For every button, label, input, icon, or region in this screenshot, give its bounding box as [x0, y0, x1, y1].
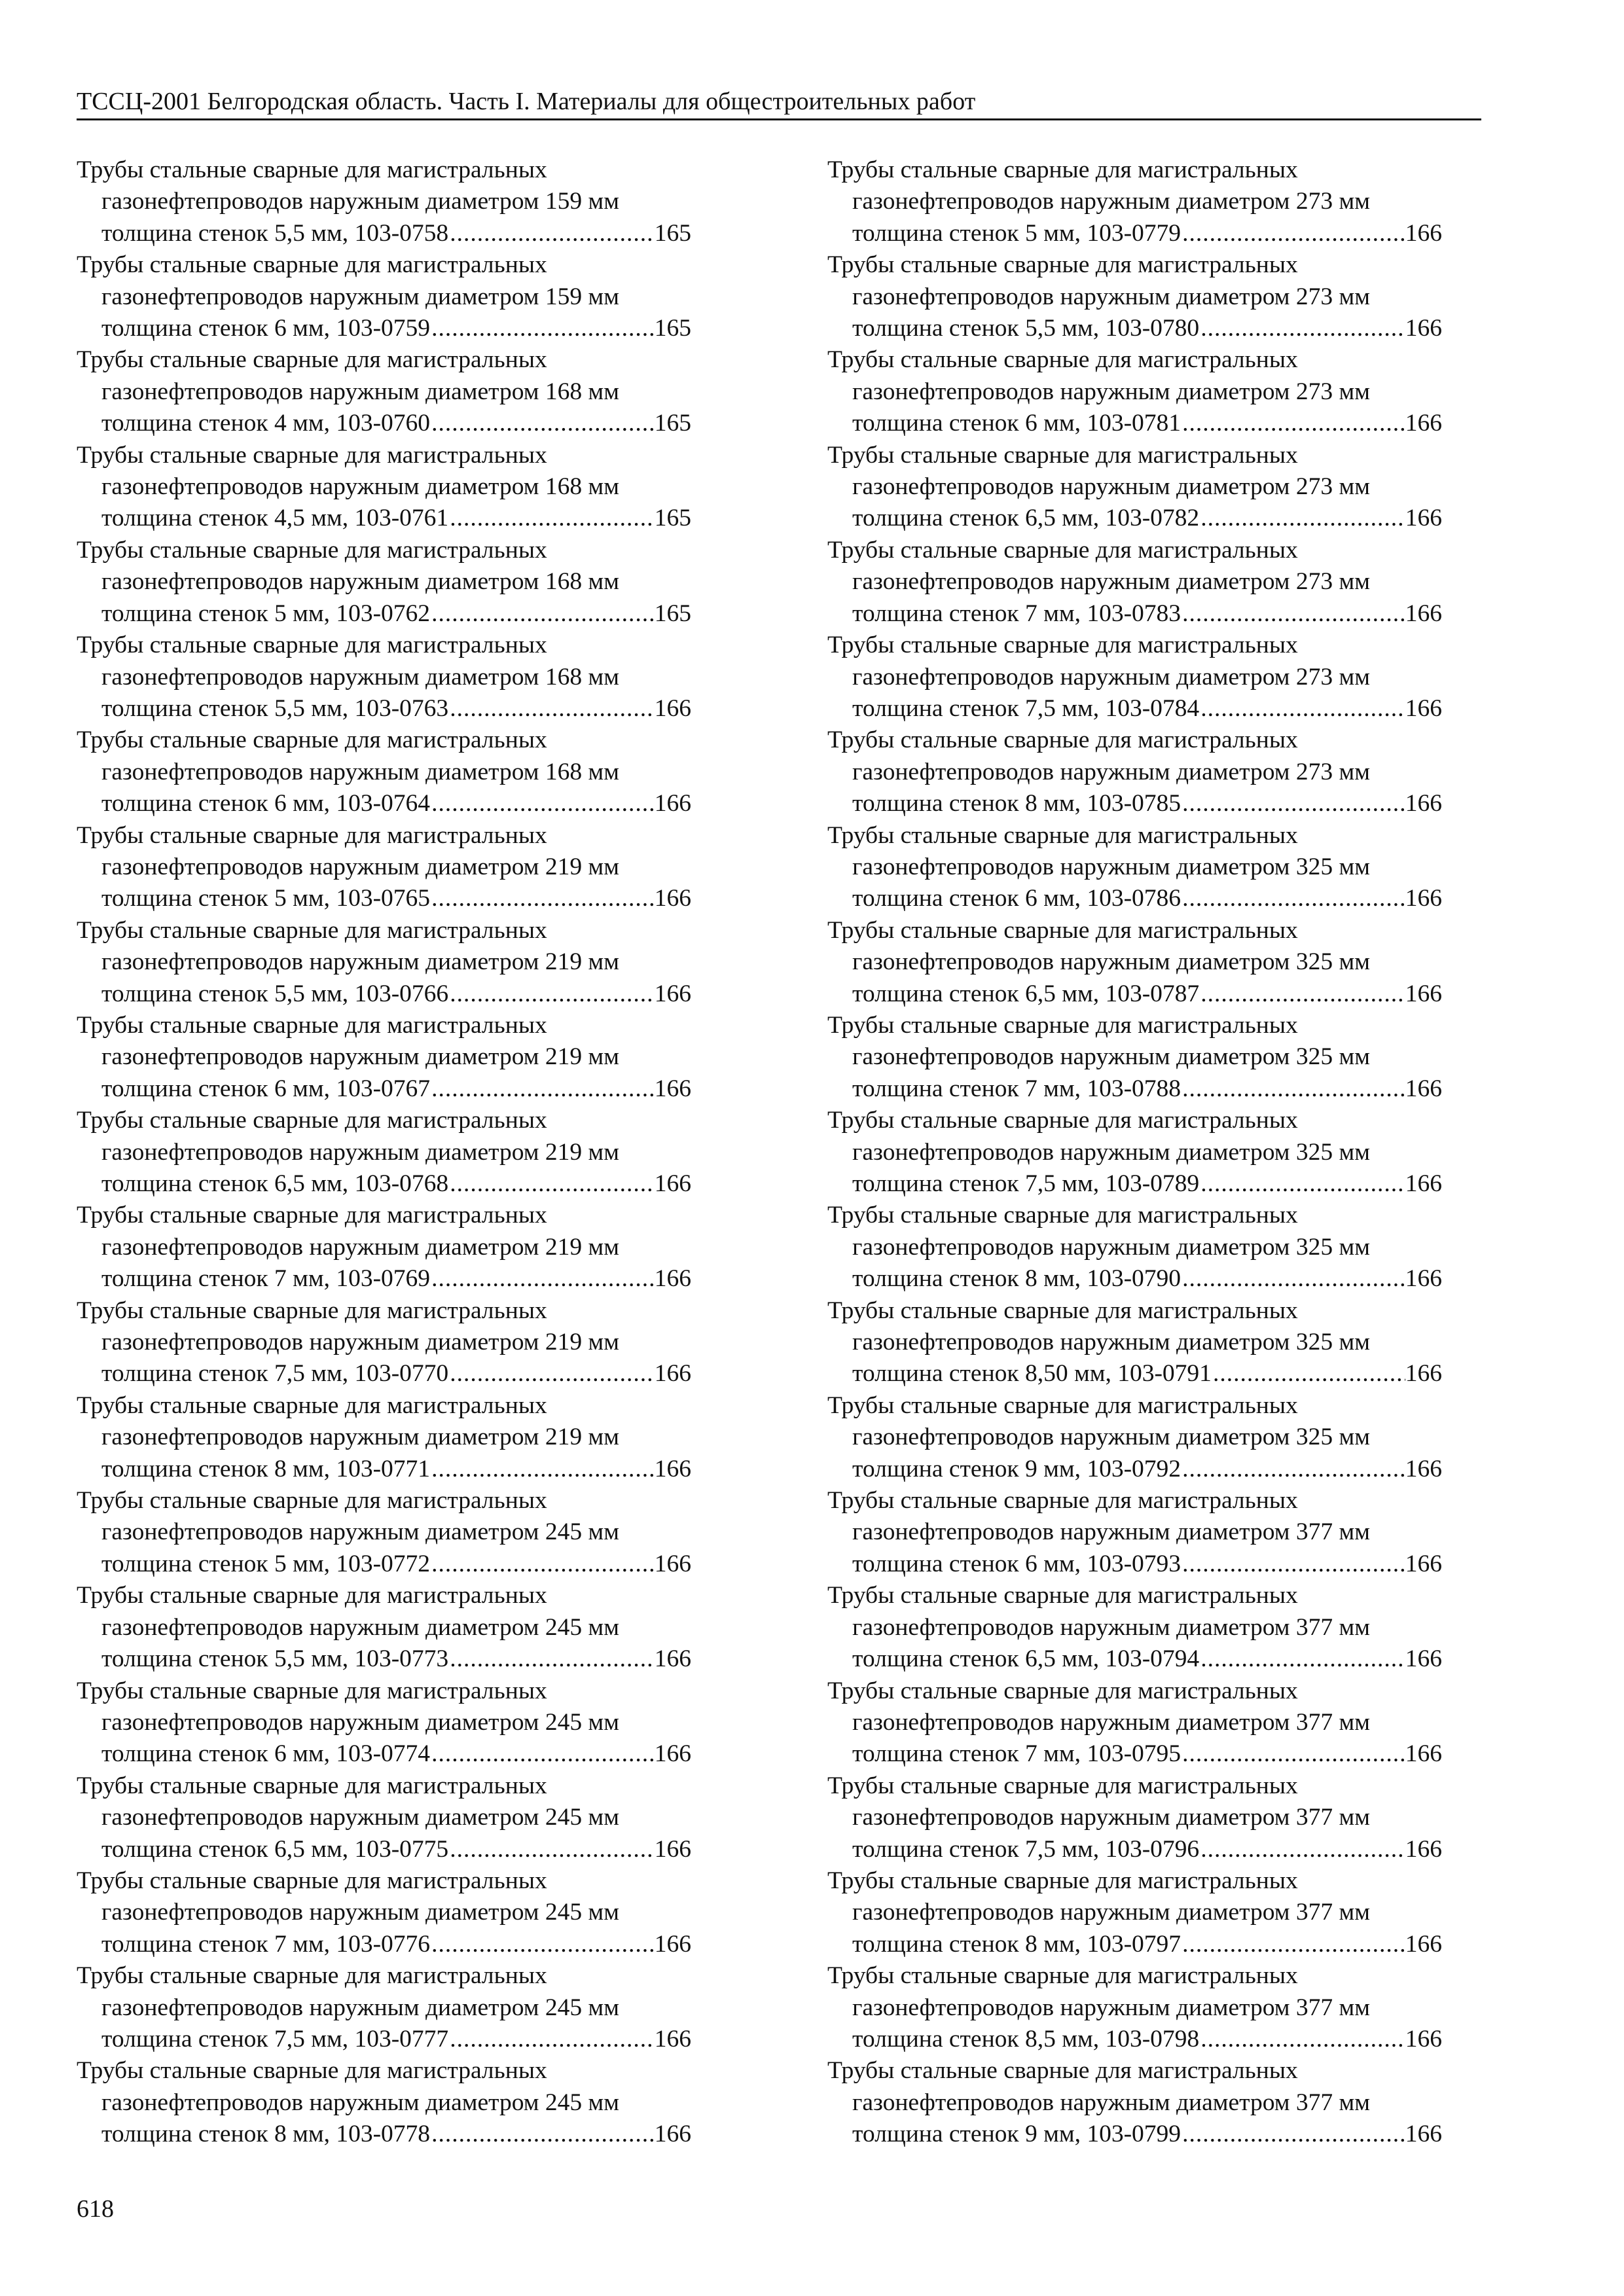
dot-leader: [430, 1738, 655, 1770]
toc-entry: [827, 915, 1442, 1010]
entry-diameter-line: газонефтепроводов наружным диаметром 377 мм: [852, 1613, 1370, 1641]
toc-entry: [827, 820, 1442, 915]
entry-thickness-code: толщина стенок 6,5 мм, 103-0782: [852, 505, 1200, 532]
entry-page-number: 166: [654, 1835, 691, 1863]
entry-diameter-line: газонефтепроводов наружным диаметром 245 мм: [101, 1518, 619, 1546]
dot-leader: [1181, 1073, 1405, 1105]
entry-code-line: [77, 1263, 691, 1295]
toc-entry: [77, 1676, 691, 1770]
entry-thickness-code: толщина стенок 6,5 мм, 103-0768: [101, 1170, 449, 1197]
entry-title-line: Трубы стальные сварные для магистральных: [77, 1582, 547, 1609]
entry-thickness-code: толщина стенок 6 мм, 103-0764: [101, 790, 431, 817]
entry-thickness-code: толщина стенок 9 мм, 103-0799: [852, 2121, 1182, 2148]
toc-entry: [77, 725, 691, 819]
entry-code-line: [77, 1643, 691, 1675]
entry-thickness-code: толщина стенок 7,5 мм, 103-0770: [101, 1360, 449, 1388]
entry-diameter-line: газонефтепроводов наружным диаметром 377 мм: [852, 1994, 1370, 2021]
entry-title-line: Трубы стальные сварные для магистральных: [77, 346, 547, 374]
entry-code-line: [77, 598, 691, 630]
entry-diameter-line: газонефтепроводов наружным диаметром 377 мм: [852, 1708, 1370, 1736]
entry-code-line: [827, 218, 1442, 249]
toc-entry: [77, 344, 691, 439]
entry-title-line: Трубы стальные сварные для магистральных: [77, 251, 547, 279]
entry-diameter-line: газонефтепроводов наружным диаметром 273 мм: [852, 568, 1370, 596]
dot-leader: [430, 883, 655, 914]
entry-page-number: 166: [654, 1360, 691, 1388]
entry-diameter-line: газонефтепроводов наружным диаметром 245 мм: [101, 1708, 619, 1736]
entry-diameter-line: газонефтепроводов наружным диаметром 219 мм: [101, 1424, 619, 1451]
dot-leader: [448, 218, 655, 249]
entry-title-line: Трубы стальные сварные для магистральных: [827, 346, 1298, 374]
entry-page-number: 166: [1405, 2025, 1442, 2053]
entry-thickness-code: толщина стенок 8,50 мм, 103-0791: [852, 1360, 1212, 1388]
entry-page-number: 166: [1405, 1930, 1442, 1958]
toc-column-left: [77, 154, 691, 2151]
dot-leader: [1181, 788, 1405, 819]
entry-page-number: 165: [654, 315, 691, 342]
entry-thickness-code: толщина стенок 5 мм, 103-0772: [101, 1550, 431, 1577]
dot-leader: [448, 1358, 655, 1390]
toc-entry: [827, 344, 1442, 439]
toc-entry: [77, 1390, 691, 1485]
entry-thickness-code: толщина стенок 5,5 мм, 103-0773: [101, 1645, 449, 1673]
toc-entry: [77, 249, 691, 344]
entry-title-line: Трубы стальные сварные для магистральных: [827, 726, 1298, 754]
entry-title-line: Трубы стальные сварные для магистральных: [77, 441, 547, 469]
entry-code-line: [827, 2119, 1442, 2150]
entry-thickness-code: толщина стенок 6,5 мм, 103-0794: [852, 1645, 1200, 1673]
entry-page-number: 166: [654, 1170, 691, 1197]
dot-leader: [448, 1168, 655, 1200]
entry-thickness-code: толщина стенок 4 мм, 103-0760: [101, 410, 431, 437]
dot-leader: [1181, 1454, 1405, 1485]
entry-diameter-line: газонефтепроводов наружным диаметром 325 мм: [852, 1043, 1370, 1071]
entry-thickness-code: толщина стенок 7,5 мм, 103-0784: [852, 694, 1200, 722]
entry-thickness-code: толщина стенок 7 мм, 103-0776: [101, 1930, 431, 1958]
entry-thickness-code: толщина стенок 5 мм, 103-0762: [101, 600, 431, 627]
toc-entry: [77, 1200, 691, 1295]
entry-diameter-line: газонефтепроводов наружным диаметром 325 мм: [852, 948, 1370, 976]
entry-diameter-line: газонефтепроводов наружным диаметром 168 мм: [101, 758, 619, 785]
entry-thickness-code: толщина стенок 5 мм, 103-0765: [101, 885, 431, 912]
toc-entry: [77, 1010, 691, 1105]
entry-thickness-code: толщина стенок 7,5 мм, 103-0777: [101, 2025, 449, 2053]
toc-entry: [77, 1865, 691, 1960]
entry-thickness-code: толщина стенок 5,5 мм, 103-0758: [101, 219, 449, 247]
entry-title-line: Трубы стальные сварные для магистральных: [827, 916, 1298, 944]
entry-page-number: 166: [1405, 1835, 1442, 1863]
entry-diameter-line: газонефтепроводов наружным диаметром 219 мм: [101, 1329, 619, 1356]
entry-code-line: [77, 978, 691, 1010]
toc-entry: [827, 630, 1442, 725]
toc-entry: [77, 154, 691, 249]
entry-page-number: 166: [1405, 1170, 1442, 1197]
toc-entry: [827, 440, 1442, 535]
entry-code-line: [77, 1929, 691, 1960]
entry-page-number: 166: [654, 694, 691, 722]
entry-diameter-line: газонефтепроводов наружным диаметром 273 мм: [852, 758, 1370, 785]
entry-title-line: Трубы стальные сварные для магистральных: [77, 156, 547, 183]
dot-leader: [1199, 2024, 1405, 2055]
toc-entry: [827, 1960, 1442, 2055]
entry-page-number: 166: [1405, 219, 1442, 247]
toc-entry: [827, 2055, 1442, 2150]
entry-code-line: [827, 1358, 1442, 1390]
dot-leader: [1181, 408, 1405, 439]
dot-leader: [430, 1454, 655, 1485]
entry-page-number: 166: [1405, 1075, 1442, 1102]
toc-entry: [827, 725, 1442, 819]
entry-thickness-code: толщина стенок 5,5 мм, 103-0780: [852, 315, 1200, 342]
entry-thickness-code: толщина стенок 7 мм, 103-0769: [101, 1265, 431, 1293]
toc-entry: [827, 1676, 1442, 1770]
entry-code-line: [827, 788, 1442, 819]
entry-page-number: 166: [654, 1740, 691, 1768]
entry-code-line: [827, 1643, 1442, 1675]
dot-leader: [430, 408, 655, 439]
dot-leader: [1199, 503, 1405, 534]
toc-entry: [827, 1200, 1442, 1295]
entry-page-number: 166: [654, 1930, 691, 1958]
toc-entry: [827, 1010, 1442, 1105]
entry-diameter-line: газонефтепроводов наружным диаметром 273 мм: [852, 663, 1370, 691]
entry-code-line: [77, 788, 691, 819]
entry-code-line: [827, 1549, 1442, 1580]
entry-diameter-line: газонефтепроводов наружным диаметром 159 мм: [101, 188, 619, 215]
entry-title-line: Трубы стальные сварные для магистральных: [77, 821, 547, 849]
entry-page-number: 166: [654, 2121, 691, 2148]
dot-leader: [448, 978, 655, 1010]
entry-diameter-line: газонефтепроводов наружным диаметром 325 мм: [852, 1138, 1370, 1166]
entry-thickness-code: толщина стенок 6,5 мм, 103-0775: [101, 1835, 449, 1863]
entry-title-line: Трубы стальные сварные для магистральных: [827, 632, 1298, 659]
dot-leader: [1212, 1358, 1405, 1390]
entry-diameter-line: газонефтепроводов наружным диаметром 325 мм: [852, 1424, 1370, 1451]
entry-code-line: [77, 218, 691, 249]
entry-title-line: Трубы стальные сварные для магистральных: [827, 156, 1298, 183]
entry-title-line: Трубы стальные сварные для магистральных: [77, 536, 547, 564]
entry-diameter-line: газонефтепроводов наружным диаметром 325 мм: [852, 1329, 1370, 1356]
entry-title-line: Трубы стальные сварные для магистральных: [77, 1867, 547, 1894]
entry-title-line: Трубы стальные сварные для магистральных: [827, 536, 1298, 564]
entry-code-line: [827, 408, 1442, 439]
entry-page-number: 166: [1405, 1740, 1442, 1768]
entry-diameter-line: газонефтепроводов наружным диаметром 377 мм: [852, 1899, 1370, 1926]
entry-diameter-line: газонефтепроводов наружным диаметром 219 мм: [101, 1043, 619, 1071]
entry-code-line: [827, 883, 1442, 914]
entry-thickness-code: толщина стенок 5,5 мм, 103-0763: [101, 694, 449, 722]
toc-entry: [77, 1770, 691, 1865]
dot-leader: [1181, 1738, 1405, 1770]
entry-page-number: 166: [654, 2025, 691, 2053]
entry-page-number: 166: [1405, 505, 1442, 532]
toc-column-right: [827, 154, 1442, 2151]
entry-page-number: 166: [654, 1645, 691, 1673]
dot-leader: [1181, 218, 1405, 249]
entry-code-line: [827, 1454, 1442, 1485]
entry-title-line: Трубы стальные сварные для магистральных: [827, 1391, 1298, 1419]
entry-diameter-line: газонефтепроводов наружным диаметром 219 мм: [101, 853, 619, 880]
entry-page-number: 166: [654, 1265, 691, 1293]
dot-leader: [1199, 1643, 1405, 1675]
toc-entry: [827, 1105, 1442, 1200]
entry-diameter-line: газонефтепроводов наружным диаметром 245 мм: [101, 1804, 619, 1831]
entry-page-number: 166: [1405, 885, 1442, 912]
entry-thickness-code: толщина стенок 8 мм, 103-0778: [101, 2121, 431, 2148]
entry-title-line: Трубы стальные сварные для магистральных: [827, 1962, 1298, 1990]
entry-code-line: [77, 1073, 691, 1105]
entry-page-number: 166: [654, 790, 691, 817]
entry-page-number: 166: [1405, 1455, 1442, 1482]
toc-entry: [827, 1390, 1442, 1485]
entry-page-number: 165: [654, 600, 691, 627]
entry-code-line: [827, 313, 1442, 344]
entry-diameter-line: газонефтепроводов наружным диаметром 273 мм: [852, 378, 1370, 405]
entry-thickness-code: толщина стенок 4,5 мм, 103-0761: [101, 505, 449, 532]
entry-diameter-line: газонефтепроводов наружным диаметром 273 мм: [852, 188, 1370, 215]
entry-title-line: Трубы стальные сварные для магистральных: [827, 1297, 1298, 1324]
entry-diameter-line: газонефтепроводов наружным диаметром 377 мм: [852, 1518, 1370, 1546]
entry-page-number: 166: [1405, 694, 1442, 722]
entry-title-line: Трубы стальные сварные для магистральных: [827, 1582, 1298, 1609]
toc-entry: [827, 1865, 1442, 1960]
entry-diameter-line: газонефтепроводов наружным диаметром 219 мм: [101, 948, 619, 976]
entry-title-line: Трубы стальные сварные для магистральных: [77, 632, 547, 659]
entry-thickness-code: толщина стенок 6 мм, 103-0759: [101, 315, 431, 342]
entry-title-line: Трубы стальные сварные для магистральных: [77, 1962, 547, 1990]
entry-title-line: Трубы стальные сварные для магистральных: [827, 1202, 1298, 1229]
entry-title-line: Трубы стальные сварные для магистральных: [77, 1772, 547, 1799]
entry-title-line: Трубы стальные сварные для магистральных: [827, 1107, 1298, 1134]
entry-thickness-code: толщина стенок 6 мм, 103-0774: [101, 1740, 431, 1768]
dot-leader: [1181, 1929, 1405, 1960]
entry-code-line: [77, 1454, 691, 1485]
entry-thickness-code: толщина стенок 8,5 мм, 103-0798: [852, 2025, 1200, 2053]
toc-entry: [77, 1485, 691, 1580]
entry-title-line: Трубы стальные сварные для магистральных: [827, 1867, 1298, 1894]
entry-title-line: Трубы стальные сварные для магистральных: [77, 1487, 547, 1515]
entry-diameter-line: газонефтепроводов наружным диаметром 245 мм: [101, 2089, 619, 2116]
entry-page-number: 166: [1405, 1645, 1442, 1673]
entry-page-number: 166: [1405, 2121, 1442, 2148]
entry-page-number: 166: [654, 885, 691, 912]
entry-code-line: [77, 2119, 691, 2150]
entry-code-line: [827, 978, 1442, 1010]
entry-page-number: 166: [1405, 1360, 1442, 1388]
entry-thickness-code: толщина стенок 8 мм, 103-0797: [852, 1930, 1182, 1958]
toc-entry: [827, 1580, 1442, 1675]
page-number: 618: [77, 2195, 114, 2223]
entry-code-line: [827, 598, 1442, 630]
entry-code-line: [77, 2024, 691, 2055]
entry-code-line: [827, 1834, 1442, 1865]
dot-leader: [448, 503, 655, 534]
dot-leader: [448, 693, 655, 725]
entry-page-number: 166: [654, 1455, 691, 1482]
entry-code-line: [77, 313, 691, 344]
dot-leader: [1199, 1834, 1405, 1865]
toc-entry: [827, 1295, 1442, 1390]
entry-thickness-code: толщина стенок 6,5 мм, 103-0787: [852, 980, 1200, 1007]
entry-diameter-line: газонефтепроводов наружным диаметром 377 мм: [852, 1804, 1370, 1831]
dot-leader: [1181, 2119, 1405, 2150]
dot-leader: [430, 788, 655, 819]
entry-code-line: [827, 2024, 1442, 2055]
entry-page-number: 166: [1405, 315, 1442, 342]
dot-leader: [430, 598, 655, 630]
header-rule: [77, 118, 1481, 120]
entry-thickness-code: толщина стенок 8 мм, 103-0785: [852, 790, 1182, 817]
dot-leader: [448, 1643, 655, 1675]
entry-code-line: [77, 693, 691, 725]
entry-thickness-code: толщина стенок 7 мм, 103-0788: [852, 1075, 1182, 1102]
entry-page-number: 166: [1405, 1550, 1442, 1577]
dot-leader: [1181, 1263, 1405, 1295]
entry-diameter-line: газонефтепроводов наружным диаметром 245 мм: [101, 1613, 619, 1641]
entry-diameter-line: газонефтепроводов наружным диаметром 325 мм: [852, 853, 1370, 880]
entry-page-number: 165: [654, 410, 691, 437]
entry-page-number: 166: [1405, 1265, 1442, 1293]
entry-code-line: [827, 1073, 1442, 1105]
entry-code-line: [827, 503, 1442, 534]
entry-page-number: 166: [1405, 410, 1442, 437]
dot-leader: [1181, 598, 1405, 630]
entry-diameter-line: газонефтепроводов наружным диаметром 377 мм: [852, 2089, 1370, 2116]
toc-entry: [827, 1485, 1442, 1580]
dot-leader: [430, 1929, 655, 1960]
dot-leader: [430, 2119, 655, 2150]
dot-leader: [1199, 313, 1405, 344]
entry-thickness-code: толщина стенок 7,5 мм, 103-0796: [852, 1835, 1200, 1863]
entry-diameter-line: газонефтепроводов наружным диаметром 325 мм: [852, 1233, 1370, 1261]
dot-leader: [430, 1263, 655, 1295]
entry-title-line: Трубы стальные сварные для магистральных: [827, 251, 1298, 279]
entry-diameter-line: газонефтепроводов наружным диаметром 219 мм: [101, 1233, 619, 1261]
entry-page-number: 166: [1405, 790, 1442, 817]
entry-title-line: Трубы стальные сварные для магистральных: [77, 916, 547, 944]
entry-thickness-code: толщина стенок 8 мм, 103-0790: [852, 1265, 1182, 1293]
entry-diameter-line: газонефтепроводов наружным диаметром 168 мм: [101, 378, 619, 405]
toc-entry: [77, 915, 691, 1010]
entry-code-line: [77, 408, 691, 439]
entry-code-line: [77, 883, 691, 914]
entry-page-number: 166: [1405, 980, 1442, 1007]
entry-title-line: Трубы стальные сварные для магистральных: [77, 1011, 547, 1039]
entry-diameter-line: газонефтепроводов наружным диаметром 159 мм: [101, 283, 619, 310]
entry-title-line: Трубы стальные сварные для магистральных: [77, 1297, 547, 1324]
entry-diameter-line: газонефтепроводов наружным диаметром 168 мм: [101, 473, 619, 501]
entry-diameter-line: газонефтепроводов наружным диаметром 245 мм: [101, 1994, 619, 2021]
entry-code-line: [77, 1168, 691, 1200]
toc-entry: [827, 154, 1442, 249]
entry-title-line: Трубы стальные сварные для магистральных: [827, 1487, 1298, 1515]
entry-code-line: [827, 1168, 1442, 1200]
entry-code-line: [77, 1549, 691, 1580]
entry-thickness-code: толщина стенок 5 мм, 103-0779: [852, 219, 1182, 247]
toc-entry: [77, 1105, 691, 1200]
entry-page-number: 165: [654, 219, 691, 247]
toc-entry: [77, 1295, 691, 1390]
entry-title-line: Трубы стальные сварные для магистральных: [827, 1772, 1298, 1799]
entry-thickness-code: толщина стенок 7 мм, 103-0795: [852, 1740, 1182, 1768]
entry-title-line: Трубы стальные сварные для магистральных: [827, 821, 1298, 849]
entry-code-line: [827, 693, 1442, 725]
entry-diameter-line: газонефтепроводов наружным диаметром 168 мм: [101, 663, 619, 691]
entry-code-line: [827, 1738, 1442, 1770]
entry-thickness-code: толщина стенок 9 мм, 103-0792: [852, 1455, 1182, 1482]
toc-entry: [77, 1960, 691, 2055]
dot-leader: [1181, 883, 1405, 914]
entry-thickness-code: толщина стенок 6 мм, 103-0767: [101, 1075, 431, 1102]
entry-code-line: [77, 1834, 691, 1865]
dot-leader: [1199, 693, 1405, 725]
page-header: ТССЦ-2001 Белгородская область. Часть I. Материалы для общестроительных работ: [77, 88, 976, 115]
entry-page-number: 165: [654, 505, 691, 532]
entry-title-line: Трубы стальные сварные для магистральных: [77, 1391, 547, 1419]
entry-thickness-code: толщина стенок 5,5 мм, 103-0766: [101, 980, 449, 1007]
entry-code-line: [77, 1358, 691, 1390]
entry-title-line: Трубы стальные сварные для магистральных: [827, 441, 1298, 469]
entry-thickness-code: толщина стенок 7 мм, 103-0783: [852, 600, 1182, 627]
entry-thickness-code: толщина стенок 6 мм, 103-0786: [852, 885, 1182, 912]
entry-code-line: [827, 1263, 1442, 1295]
dot-leader: [448, 1834, 655, 1865]
entry-page-number: 166: [654, 1550, 691, 1577]
entry-page-number: 166: [1405, 600, 1442, 627]
entry-thickness-code: толщина стенок 6 мм, 103-0781: [852, 410, 1182, 437]
entry-title-line: Трубы стальные сварные для магистральных: [77, 2057, 547, 2085]
entry-thickness-code: толщина стенок 7,5 мм, 103-0789: [852, 1170, 1200, 1197]
toc-entry: [77, 535, 691, 630]
toc-entry: [827, 535, 1442, 630]
dot-leader: [430, 1073, 655, 1105]
entry-title-line: Трубы стальные сварные для магистральных: [827, 1677, 1298, 1704]
entry-title-line: Трубы стальные сварные для магистральных: [827, 1011, 1298, 1039]
entry-diameter-line: газонефтепроводов наружным диаметром 219 мм: [101, 1138, 619, 1166]
entry-page-number: 166: [654, 1075, 691, 1102]
dot-leader: [1199, 1168, 1405, 1200]
toc-entry: [77, 820, 691, 915]
toc-entry: [827, 249, 1442, 344]
entry-diameter-line: газонефтепроводов наружным диаметром 273 мм: [852, 473, 1370, 501]
entry-code-line: [77, 1738, 691, 1770]
toc-entry: [827, 1770, 1442, 1865]
entry-diameter-line: газонефтепроводов наружным диаметром 168 мм: [101, 568, 619, 596]
entry-title-line: Трубы стальные сварные для магистральных: [827, 2057, 1298, 2085]
entry-diameter-line: газонефтепроводов наружным диаметром 245 мм: [101, 1899, 619, 1926]
dot-leader: [430, 313, 655, 344]
entry-code-line: [827, 1929, 1442, 1960]
entry-thickness-code: толщина стенок 8 мм, 103-0771: [101, 1455, 431, 1482]
entry-title-line: Трубы стальные сварные для магистральных: [77, 726, 547, 754]
dot-leader: [430, 1549, 655, 1580]
entry-title-line: Трубы стальные сварные для магистральных: [77, 1107, 547, 1134]
toc-entry: [77, 630, 691, 725]
toc-entry: [77, 2055, 691, 2150]
toc-entry: [77, 1580, 691, 1675]
toc-entry: [77, 440, 691, 535]
entry-thickness-code: толщина стенок 6 мм, 103-0793: [852, 1550, 1182, 1577]
entry-title-line: Трубы стальные сварные для магистральных: [77, 1677, 547, 1704]
dot-leader: [1181, 1549, 1405, 1580]
entry-title-line: Трубы стальные сварные для магистральных: [77, 1202, 547, 1229]
entry-code-line: [77, 503, 691, 534]
dot-leader: [1199, 978, 1405, 1010]
entry-diameter-line: газонефтепроводов наружным диаметром 273 мм: [852, 283, 1370, 310]
dot-leader: [448, 2024, 655, 2055]
entry-page-number: 166: [654, 980, 691, 1007]
